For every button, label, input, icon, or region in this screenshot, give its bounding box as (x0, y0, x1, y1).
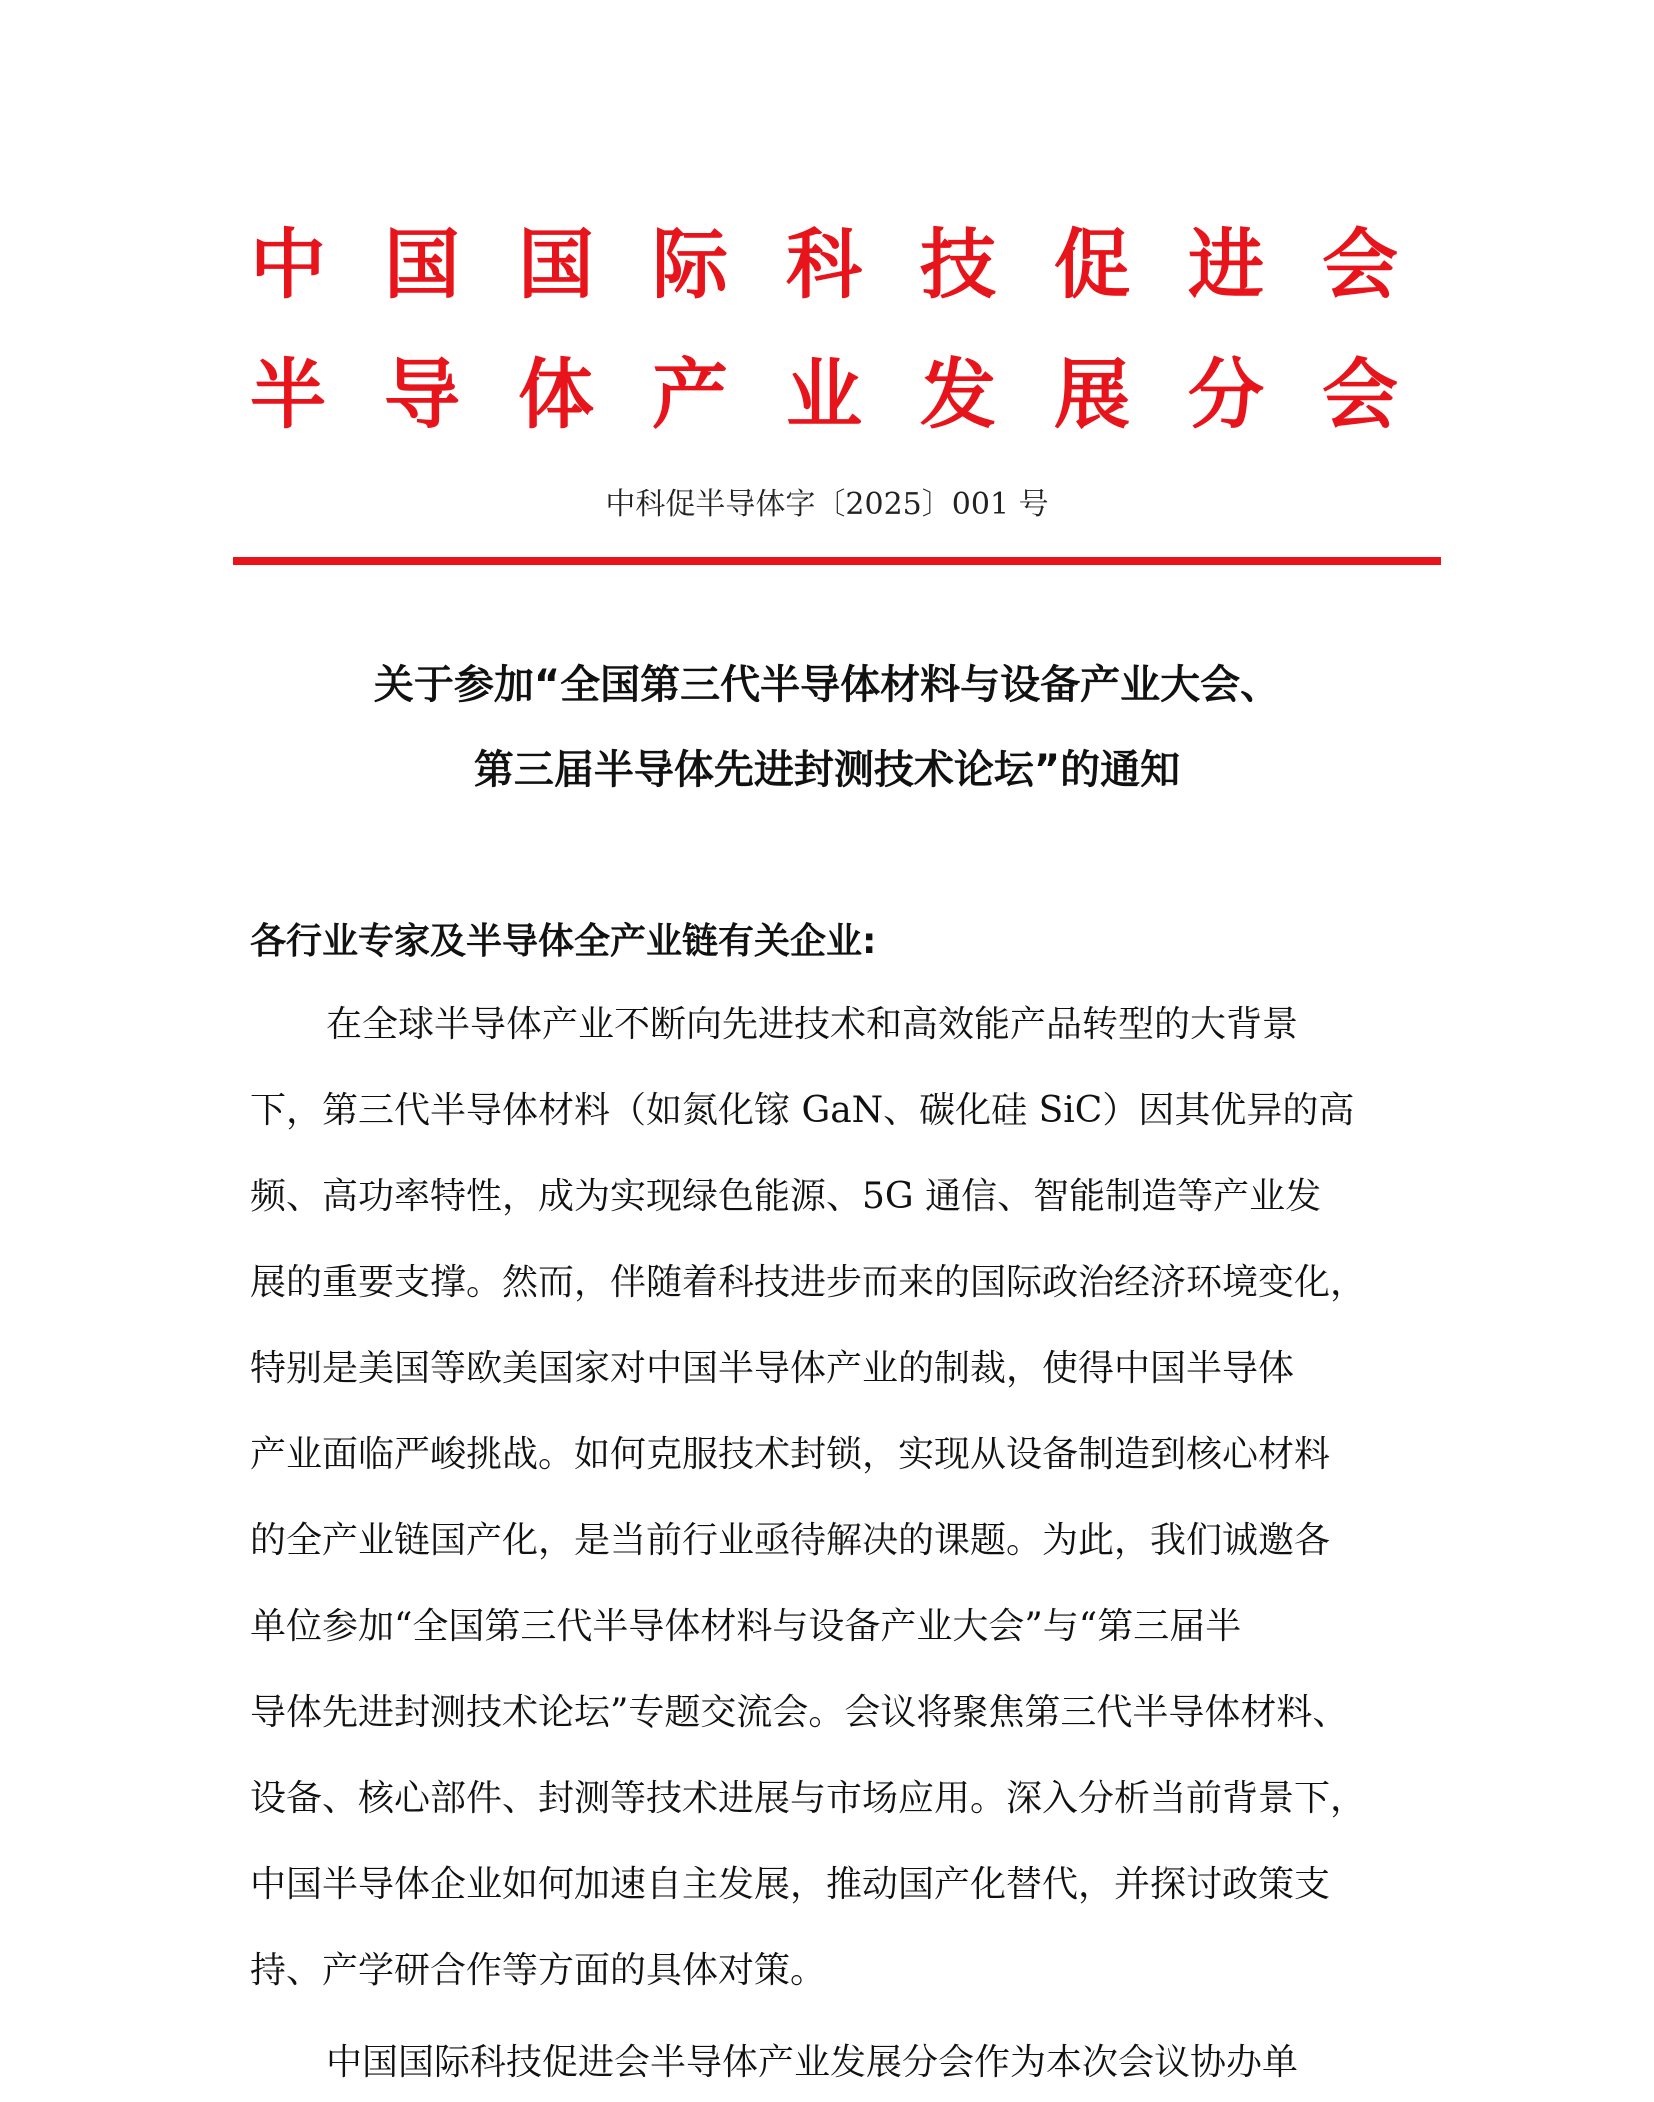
org-char: 半 (250, 350, 326, 439)
org-char: 国 (384, 220, 460, 309)
org-char: 中 (250, 220, 326, 309)
paragraph-line: 产业面临严峻挑战。如何克服技术封锁，实现从设备制造到核心材料 (250, 1434, 1331, 1475)
paragraph-line: 单位参加“全国第三代半导体材料与设备产业大会”与“第三届半 (250, 1606, 1242, 1647)
org-char: 进 (1188, 220, 1264, 309)
paragraph-line: 展的重要支撑。然而，伴随着科技进步而来的国际政治经济环境变化， (250, 1262, 1367, 1303)
org-char: 发 (920, 350, 996, 439)
paragraph-line: 设备、核心部件、封测等技术进展与市场应用。深入分析当前背景下， (250, 1778, 1367, 1819)
notice-title-line-1: 关于参加“全国第三代半导体材料与设备产业大会、 (373, 662, 1281, 708)
org-char: 产 (652, 350, 728, 439)
red-divider-line (233, 557, 1441, 565)
org-char: 技 (920, 220, 996, 309)
paragraph-line: 持、产学研合作等方面的具体对策。 (250, 1950, 827, 1991)
org-char: 导 (384, 350, 460, 439)
notice-title-line-2: 第三届半导体先进封测技术论坛”的通知 (473, 747, 1181, 793)
org-char: 国 (518, 220, 594, 309)
org-char: 展 (1054, 350, 1130, 439)
paragraph-line: 特别是美国等欧美国家对中国半导体产业的制裁，使得中国半导体 (250, 1348, 1295, 1389)
salutation: 各行业专家及半导体全产业链有关企业: (250, 921, 877, 962)
organization-name-line-1 (250, 220, 1398, 310)
paragraph-line: 中国半导体企业如何加速自主发展，推动国产化替代，并探讨政策支 (250, 1864, 1331, 1905)
org-char: 会 (1322, 220, 1398, 309)
organization-name-line-2 (250, 350, 1398, 440)
document-number: 中科促半导体字〔2025〕001 号 (605, 487, 1049, 522)
org-char: 业 (786, 350, 862, 439)
org-char: 会 (1322, 350, 1398, 439)
org-char: 科 (786, 220, 862, 309)
paragraph-line: 下，第三代半导体材料（如氮化镓 GaN、碳化硅 SiC）因其优异的高 (250, 1090, 1355, 1131)
org-char: 际 (652, 220, 728, 309)
org-char: 促 (1054, 220, 1130, 309)
org-char: 体 (518, 350, 594, 439)
paragraph-line: 的全产业链国产化，是当前行业亟待解决的课题。为此，我们诚邀各 (250, 1520, 1331, 1561)
paragraph-line: 在全球半导体产业不断向先进技术和高效能产品转型的大背景 (326, 1004, 1299, 1045)
paragraph-line: 频、高功率特性，成为实现绿色能源、5G 通信、智能制造等产业发 (250, 1176, 1322, 1217)
org-char: 分 (1188, 350, 1264, 439)
paragraph-line: 导体先进封测技术论坛”专题交流会。会议将聚焦第三代半导体材料、 (250, 1692, 1349, 1733)
paragraph-line: 中国国际科技促进会半导体产业发展分会作为本次会议协办单 (326, 2042, 1299, 2083)
